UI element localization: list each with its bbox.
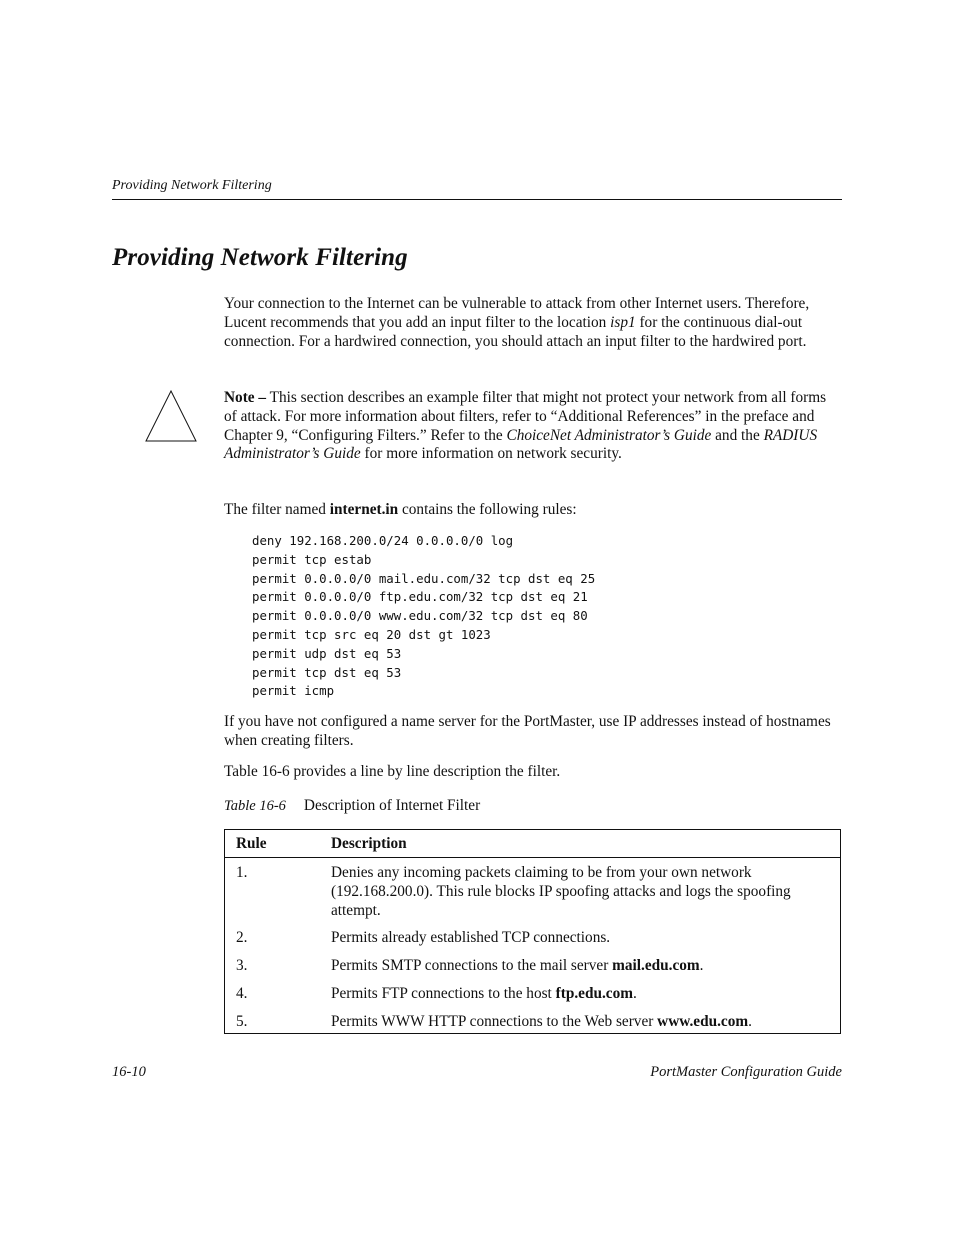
filter-intro-after: contains the following rules: [398,501,577,518]
rule-number: 2. [236,929,248,946]
note-text-2: and the [711,426,764,444]
rule-description: Permits SMTP connections to the mail server mail.edu.com. [331,957,704,974]
rule-description: Permits WWW HTTP connections to the Web server www.edu.com. [331,1013,752,1030]
rule-number: 5. [236,1013,248,1030]
code-line: permit udp dst eq 53 [252,645,402,661]
code-line: permit tcp estab [252,551,372,567]
code-line: permit tcp src eq 20 dst gt 1023 [252,626,491,642]
filter-description-table [224,829,841,1034]
rule-description: Permits FTP connections to the host ftp.edu.com. [331,985,637,1002]
section-title: Providing Network Filtering [112,244,408,271]
note-paragraph [224,389,839,464]
intro-text-1: Your connection to the Internet can be vulnerable to attack from other Internet users. Therefore, Lucent recommends that you add an input filter to the location [224,295,810,331]
intro-text-2: for the continuous dial-out connection. For a hardwired connection, you should attach an input filter to the hardwired port. [224,313,807,350]
filter-intro-before: The filter named [224,501,330,518]
code-line: permit 0.0.0.0/0 www.edu.com/32 tcp dst eq 80 [252,608,588,624]
rule-number: 1. [236,864,248,881]
table-intro-paragraph: Table 16-6 provides a line by line description the filter. [224,763,561,780]
host-name: mail.edu.com [612,957,700,974]
caution-triangle-icon [144,389,198,443]
filter-intro [224,501,839,520]
rule-number: 3. [236,957,248,974]
code-line: permit 0.0.0.0/0 ftp.edu.com/32 tcp dst eq 21 [252,589,588,605]
table-caption [224,797,480,815]
note-text-1: This section describes an example filter that might not protect your network from all forms of attack. For more information about filters, refer to “Additional References” in the preface and Chapter 9, “Configuring Filters.” Refer to the [224,389,827,444]
note-label: Note – [224,389,267,406]
running-header: Providing Network Filtering [112,178,272,193]
code-line: deny 192.168.200.0/24 0.0.0.0/0 log [252,533,514,548]
page-number: 16-10 [112,1064,146,1080]
rule-description: Permits already established TCP connections. [331,929,611,946]
table-caption-label: Table 16-6 [224,798,286,814]
name-server-paragraph: If you have not configured a name server for the PortMaster, use IP addresses instead of hostnames when creating filters. [224,713,831,749]
location-name: isp1 [610,313,636,331]
host-name: www.edu.com [657,1013,749,1030]
column-header-description: Description [331,835,407,852]
note-text-3: for more information on network security. [360,445,622,463]
table-header-row [225,830,840,858]
header-rule [112,199,842,200]
code-line: permit tcp dst eq 53 [252,664,402,680]
filter-name: internet.in [329,501,399,518]
rule-description: Denies any incoming packets claiming to be from your own network (192.168.200.0). This rule blocks IP spoofing attacks and logs the spoofing attempt. [331,864,791,919]
column-header-rule: Rule [236,835,267,852]
radius-guide-title: RADIUS Administrator’s Guide [224,426,818,463]
rule-number: 4. [236,985,248,1002]
filter-rules-code [252,532,595,701]
table-caption-title: Description of Internet Filter [303,797,481,814]
intro-paragraph [224,295,839,351]
code-line: permit 0.0.0.0/0 mail.edu.com/32 tcp dst eq 25 [252,570,596,586]
host-name: ftp.edu.com [555,985,633,1002]
book-title: PortMaster Configuration Guide [650,1064,842,1080]
choicenet-guide-title: ChoiceNet Administrator’s Guide [506,426,712,444]
code-line: permit icmp [252,683,335,699]
